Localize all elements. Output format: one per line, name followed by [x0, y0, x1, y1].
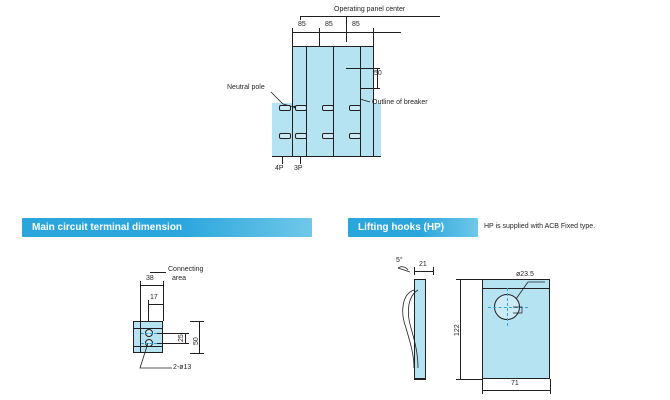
terminal-dimension-diagram [0, 250, 330, 400]
pole-label-4p: 4P [275, 165, 284, 172]
dim-label-50-terminal: 50 [193, 337, 200, 345]
dim71-ext-left [482, 379, 483, 387]
outline-of-breaker-leader [0, 0, 670, 185]
pole-4p-leader [282, 156, 283, 164]
dim-label-50: 50 [374, 70, 382, 77]
section-header-main-circuit [22, 218, 312, 237]
hook-notch [330, 250, 670, 400]
dim-label-diameter: ø23.5 [516, 271, 534, 278]
hole-callout-label: 2-ø13 [173, 364, 192, 371]
pole-3p-leader [300, 156, 301, 164]
lifting-hook-diagram [330, 250, 670, 400]
dim-label-71: 71 [511, 380, 519, 387]
section-title-lifting-hooks: Lifting hooks (HP) [358, 222, 445, 233]
outline-of-breaker-label: Outline of breaker [372, 99, 428, 106]
lifting-hooks-note: HP is supplied with ACB Fixed type. [484, 223, 596, 230]
dim71-ext-right [550, 379, 551, 387]
hole-callout-leader [0, 250, 330, 400]
connecting-area-label-line2: area [172, 275, 187, 282]
dim71-tick-left [482, 386, 483, 394]
dim-label-85-2: 85 [325, 21, 333, 28]
operating-panel-center-label: Operating panel center [334, 6, 406, 13]
dim-label-21: 21 [419, 261, 427, 268]
angle-label: 5° [396, 257, 403, 264]
pole-label-3p: 3P [294, 165, 303, 172]
dim-label-122: 122 [454, 324, 461, 336]
connecting-area-label-line1: Connecting [168, 266, 204, 273]
dim71-tick-right [550, 386, 551, 394]
dim122-lead-bottom [456, 379, 482, 380]
neutral-pole-label: Neutral pole [227, 84, 265, 91]
section-title-main-circuit: Main circuit terminal dimension [32, 222, 183, 233]
dim-label-85-1: 85 [298, 21, 306, 28]
dim71-line [482, 390, 550, 391]
dim-label-25: 25 [178, 334, 185, 342]
dim-label-17: 17 [150, 294, 158, 301]
column-divider [330, 218, 331, 219]
dim-label-85-3: 85 [352, 21, 360, 28]
dim122-lead-top [456, 279, 482, 280]
top-diagram [0, 0, 670, 185]
section-header-lifting-hooks [348, 218, 478, 237]
dim-label-38: 38 [146, 275, 154, 282]
